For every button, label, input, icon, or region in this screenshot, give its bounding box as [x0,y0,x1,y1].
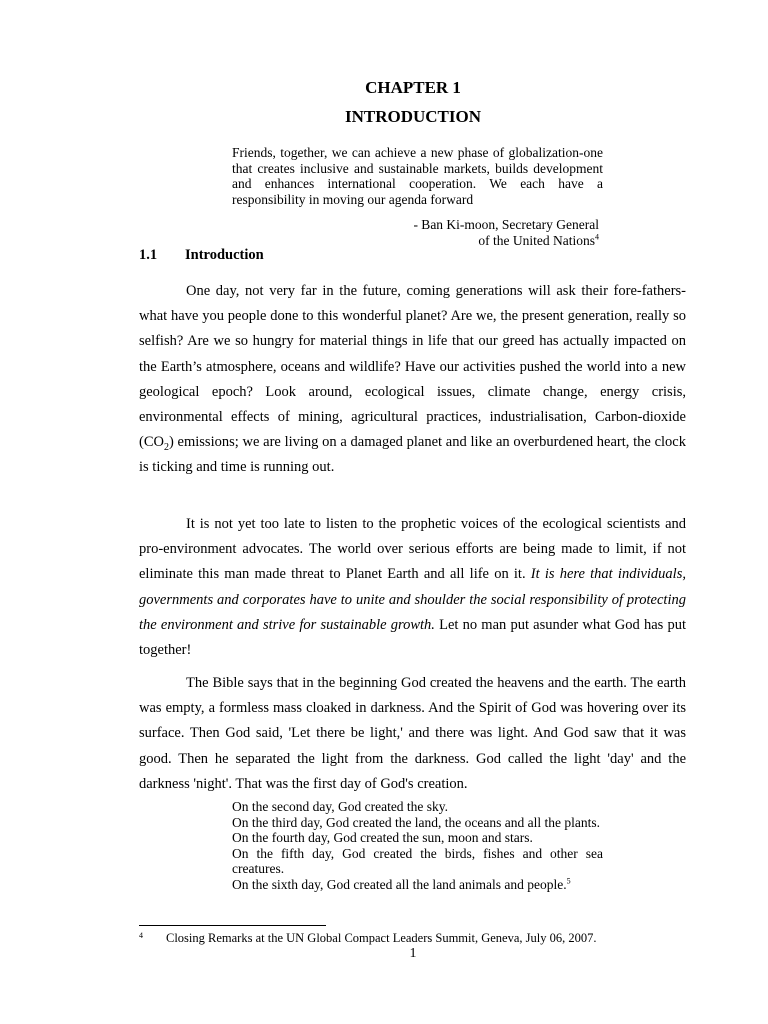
list-item: On the second day, God created the sky. [232,799,449,814]
paragraph-2-text: It is not yet too late to listen to the prophetic voices of the ecological scientists and pro-environment advocates. The world over serious efforts are being made to limit, if not eliminate this man made threat to Planet Earth and all life on it. [139,516,686,583]
paragraph-1 [139,279,686,481]
epigraph-quote: Friends, together, we can achieve a new phase of globalization-one that creates inclusive and sustainable markets, builds development and enhances international cooperation. We each have a responsibility in moving our agenda forward [232,145,603,207]
section-title: Introduction [185,247,264,263]
footnote-ref-4: 4 [595,232,599,241]
list-item: On the fifth day, God created the birds, fishes and other sea creatures. [232,845,603,876]
footnote [139,931,699,946]
co2-subscript: 2 [163,442,169,454]
page-number: 1 [409,946,417,961]
paragraph-3-text: The Bible says that in the beginning God created the heavens and the earth. The earth was empty, a formless mass cloaked in darkness. And the Spirit of God was hovering over its surface. Then God said, 'Let there be light,' and there was light. And God saw that it was good. Then he separated the light from the darkness. God called the light 'day' and the darkness 'night'. That was the first day of God's creation. [139,675,686,792]
attribution-line-2: of the United Nations [478,232,595,248]
creation-days-list [232,799,603,892]
paragraph-3 [139,671,686,797]
list-item: On the third day, God created the land, the oceans and all the plants. [232,814,601,830]
chapter-title: INTRODUCTION [344,107,482,126]
attribution-line-1: - Ban Ki-moon, Secretary General [413,217,599,232]
epigraph-attribution [232,217,599,248]
list-item: On the sixth day, God created all the land animals and people. [232,876,567,892]
footnote-ref-5: 5 [566,876,571,885]
section-heading [139,247,264,264]
paragraph-1-text: One day, not very far in the future, coming generations will ask their fore-fathers-what have you people done to this wonderful planet? Are we, the present generation, really so selfish? Are we so hungry for material things in life that our greed has actually impacted on the Earth’s atmosphere, oceans and wildlife? Have our activities pushed the world into a new geological epoch? Look around, ecological issues, climate change, energy crisis, environmental effects of mining, agricultural practices, industrialisation, Carbon-dioxide (CO [139,283,686,451]
footnote-text: Closing Remarks at the UN Global Compact Leaders Summit, Geneva, July 06, 2007. [166,931,597,945]
paragraph-2 [139,512,686,663]
paragraph-1-text-end: ) emissions; we are living on a damaged planet and like an overburdened heart, the clock is ticking and time is running out. [139,434,686,476]
paragraph-2-italic: It is here that individuals, governments and corporates have to unite and shoulder the social responsibility of protecting the environment and strive for sustainable growth. [139,566,686,633]
paragraph-2-text-end: Let no man put asunder what God has put together! [139,616,687,659]
chapter-number: CHAPTER 1 [365,78,461,97]
section-number: 1.1 [139,247,158,263]
footnote-divider [139,925,326,926]
list-item: On the fourth day, God created the sun, moon and stars. [232,830,533,845]
footnote-number: 4 [139,931,143,940]
